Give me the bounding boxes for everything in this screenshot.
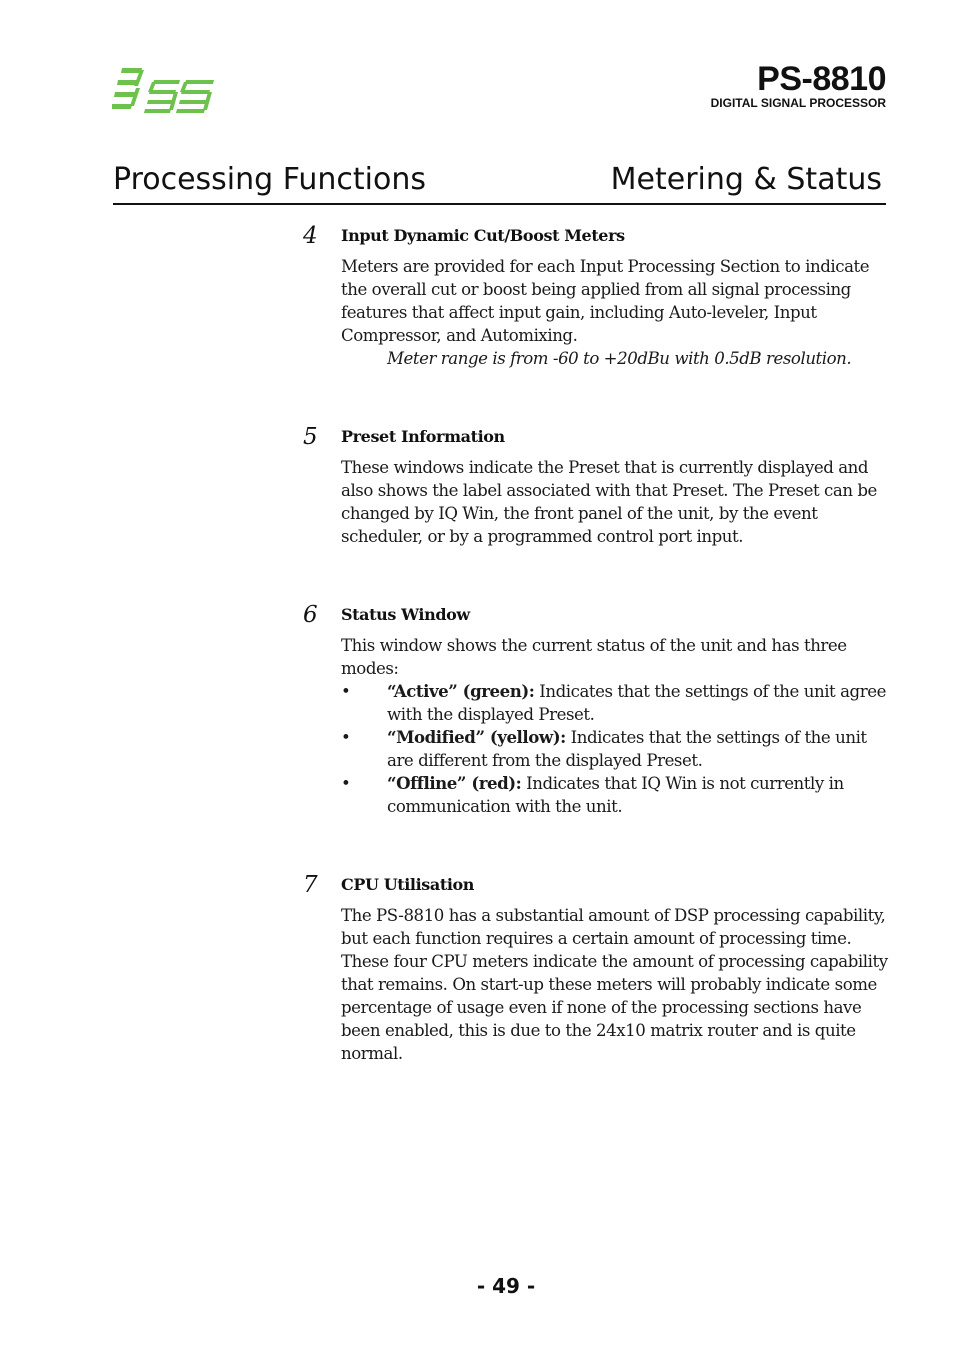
section-number: 5 xyxy=(303,424,318,450)
section-body xyxy=(341,634,888,818)
list-item xyxy=(341,772,888,818)
section-heading: CPU Utilisation xyxy=(341,875,475,894)
bullet: • xyxy=(341,682,351,701)
bullet: • xyxy=(341,728,351,747)
mode-label: “Modified” (yellow): xyxy=(387,727,566,747)
model-name: PS-8810 xyxy=(757,60,886,98)
paragraph: The PS-8810 has a substantial amount of DSP processing capability, but each function requires a certain amount of processing time. These four CPU meters indicate the amount of processing capability that remains. On start-up these meters will probably indicate some percentage of usage even if none of the processing sections have been enabled, this is due to the 24x10 matrix router and is quite normal. xyxy=(341,906,888,1063)
section-heading: Input Dynamic Cut/Boost Meters xyxy=(341,226,625,245)
list-item xyxy=(341,726,888,772)
mode-label: “Active” (green): xyxy=(387,681,535,701)
mode-label: “Offline” (red): xyxy=(387,773,522,793)
section-number: 4 xyxy=(303,223,318,249)
status-mode-list xyxy=(341,680,888,818)
paragraph: Meters are provided for each Input Processing Section to indicate the overall cut or boost being applied from all signal processing features that affect input gain, including Auto-leveler, Input Compressor, and Automixing. xyxy=(341,257,870,345)
section-title-left: Processing Functions xyxy=(113,162,426,197)
mode-description: Indicates that IQ Win is not currently in communication with the unit. xyxy=(387,774,844,816)
section-title-right: Metering & Status xyxy=(610,162,882,197)
model-block xyxy=(711,62,886,110)
page-number: - 49 - xyxy=(476,1274,536,1298)
mode-description: Indicates that the settings of the unit are different from the displayed Preset. xyxy=(387,728,867,770)
meter-range-note: Meter range is from -60 to +20dBu with 0.5dB resolution. xyxy=(387,349,852,368)
model-subtitle: DIGITAL SIGNAL PROCESSOR xyxy=(710,96,886,110)
section-body xyxy=(341,904,888,1065)
section-number: 7 xyxy=(303,872,318,898)
paragraph: These windows indicate the Preset that is currently displayed and also shows the label associated with that Preset. The Preset can be changed by IQ Win, the front panel of the unit, by the event scheduler, or by a programmed control port input. xyxy=(341,458,877,546)
section-body xyxy=(341,255,888,370)
list-item xyxy=(341,680,888,726)
section-heading: Preset Information xyxy=(341,427,505,446)
bullet: • xyxy=(341,774,351,793)
section-number: 6 xyxy=(303,602,318,628)
header-rule xyxy=(113,203,886,205)
paragraph: This window shows the current status of the unit and has three modes: xyxy=(341,636,847,678)
mode-description: Indicates that the settings of the unit agree with the displayed Preset. xyxy=(387,682,886,724)
bss-logo xyxy=(112,66,218,114)
section-heading: Status Window xyxy=(341,605,470,624)
section-body xyxy=(341,456,888,548)
